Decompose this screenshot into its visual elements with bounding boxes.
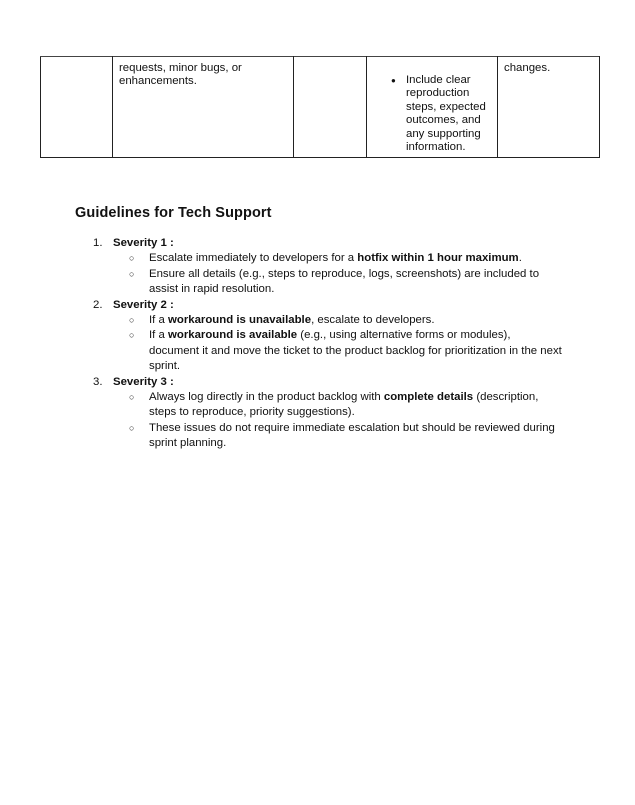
list-item: ○ Escalate immediately to developers for a hotfix within 1 hour maximum.	[129, 251, 563, 266]
list-item: ○ Always log directly in the product backlog with complete details (description, steps to reproduce, priority suggestions).	[129, 390, 563, 421]
list-item: ○ If a workaround is unavailable, escalate to developers.	[129, 313, 563, 328]
table-cell	[41, 57, 113, 158]
table-cell: requests, minor bugs, or enhancements.	[113, 57, 294, 158]
sub-list	[113, 313, 563, 375]
table-cell	[294, 57, 367, 158]
table-row	[41, 57, 600, 158]
severity-title: Severity 2 :	[113, 298, 174, 311]
severity-item	[93, 236, 563, 298]
severity-item	[93, 298, 563, 375]
list-item: ● Include clear reproduction steps, expected outcomes, and any supporting information.	[406, 74, 491, 154]
item-number: 2.	[93, 298, 103, 311]
sub-list	[113, 251, 563, 297]
list-item: ○ Ensure all details (e.g., steps to reproduce, logs, screenshots) are included to assist in rapid resolution.	[129, 267, 563, 298]
table-cell: changes.	[498, 57, 600, 158]
severity-item	[93, 375, 563, 452]
list-item: ○ These issues do not require immediate escalation but should be reviewed during sprint planning.	[129, 421, 563, 452]
bullet-list	[373, 74, 491, 154]
section-heading: Guidelines for Tech Support	[75, 205, 272, 221]
table-cell	[367, 57, 498, 158]
severity-title: Severity 1 :	[113, 237, 174, 249]
item-number: 1.	[93, 237, 103, 249]
continued-table	[40, 56, 600, 158]
severity-list	[93, 236, 563, 452]
severity-title: Severity 3 :	[113, 375, 174, 388]
item-number: 3.	[93, 375, 103, 388]
list-item: ○ If a workaround is available (e.g., using alternative forms or modules), document it and move the ticket to the product backlog for prioritization in the next sprint.	[129, 328, 563, 374]
sub-list	[113, 390, 563, 452]
